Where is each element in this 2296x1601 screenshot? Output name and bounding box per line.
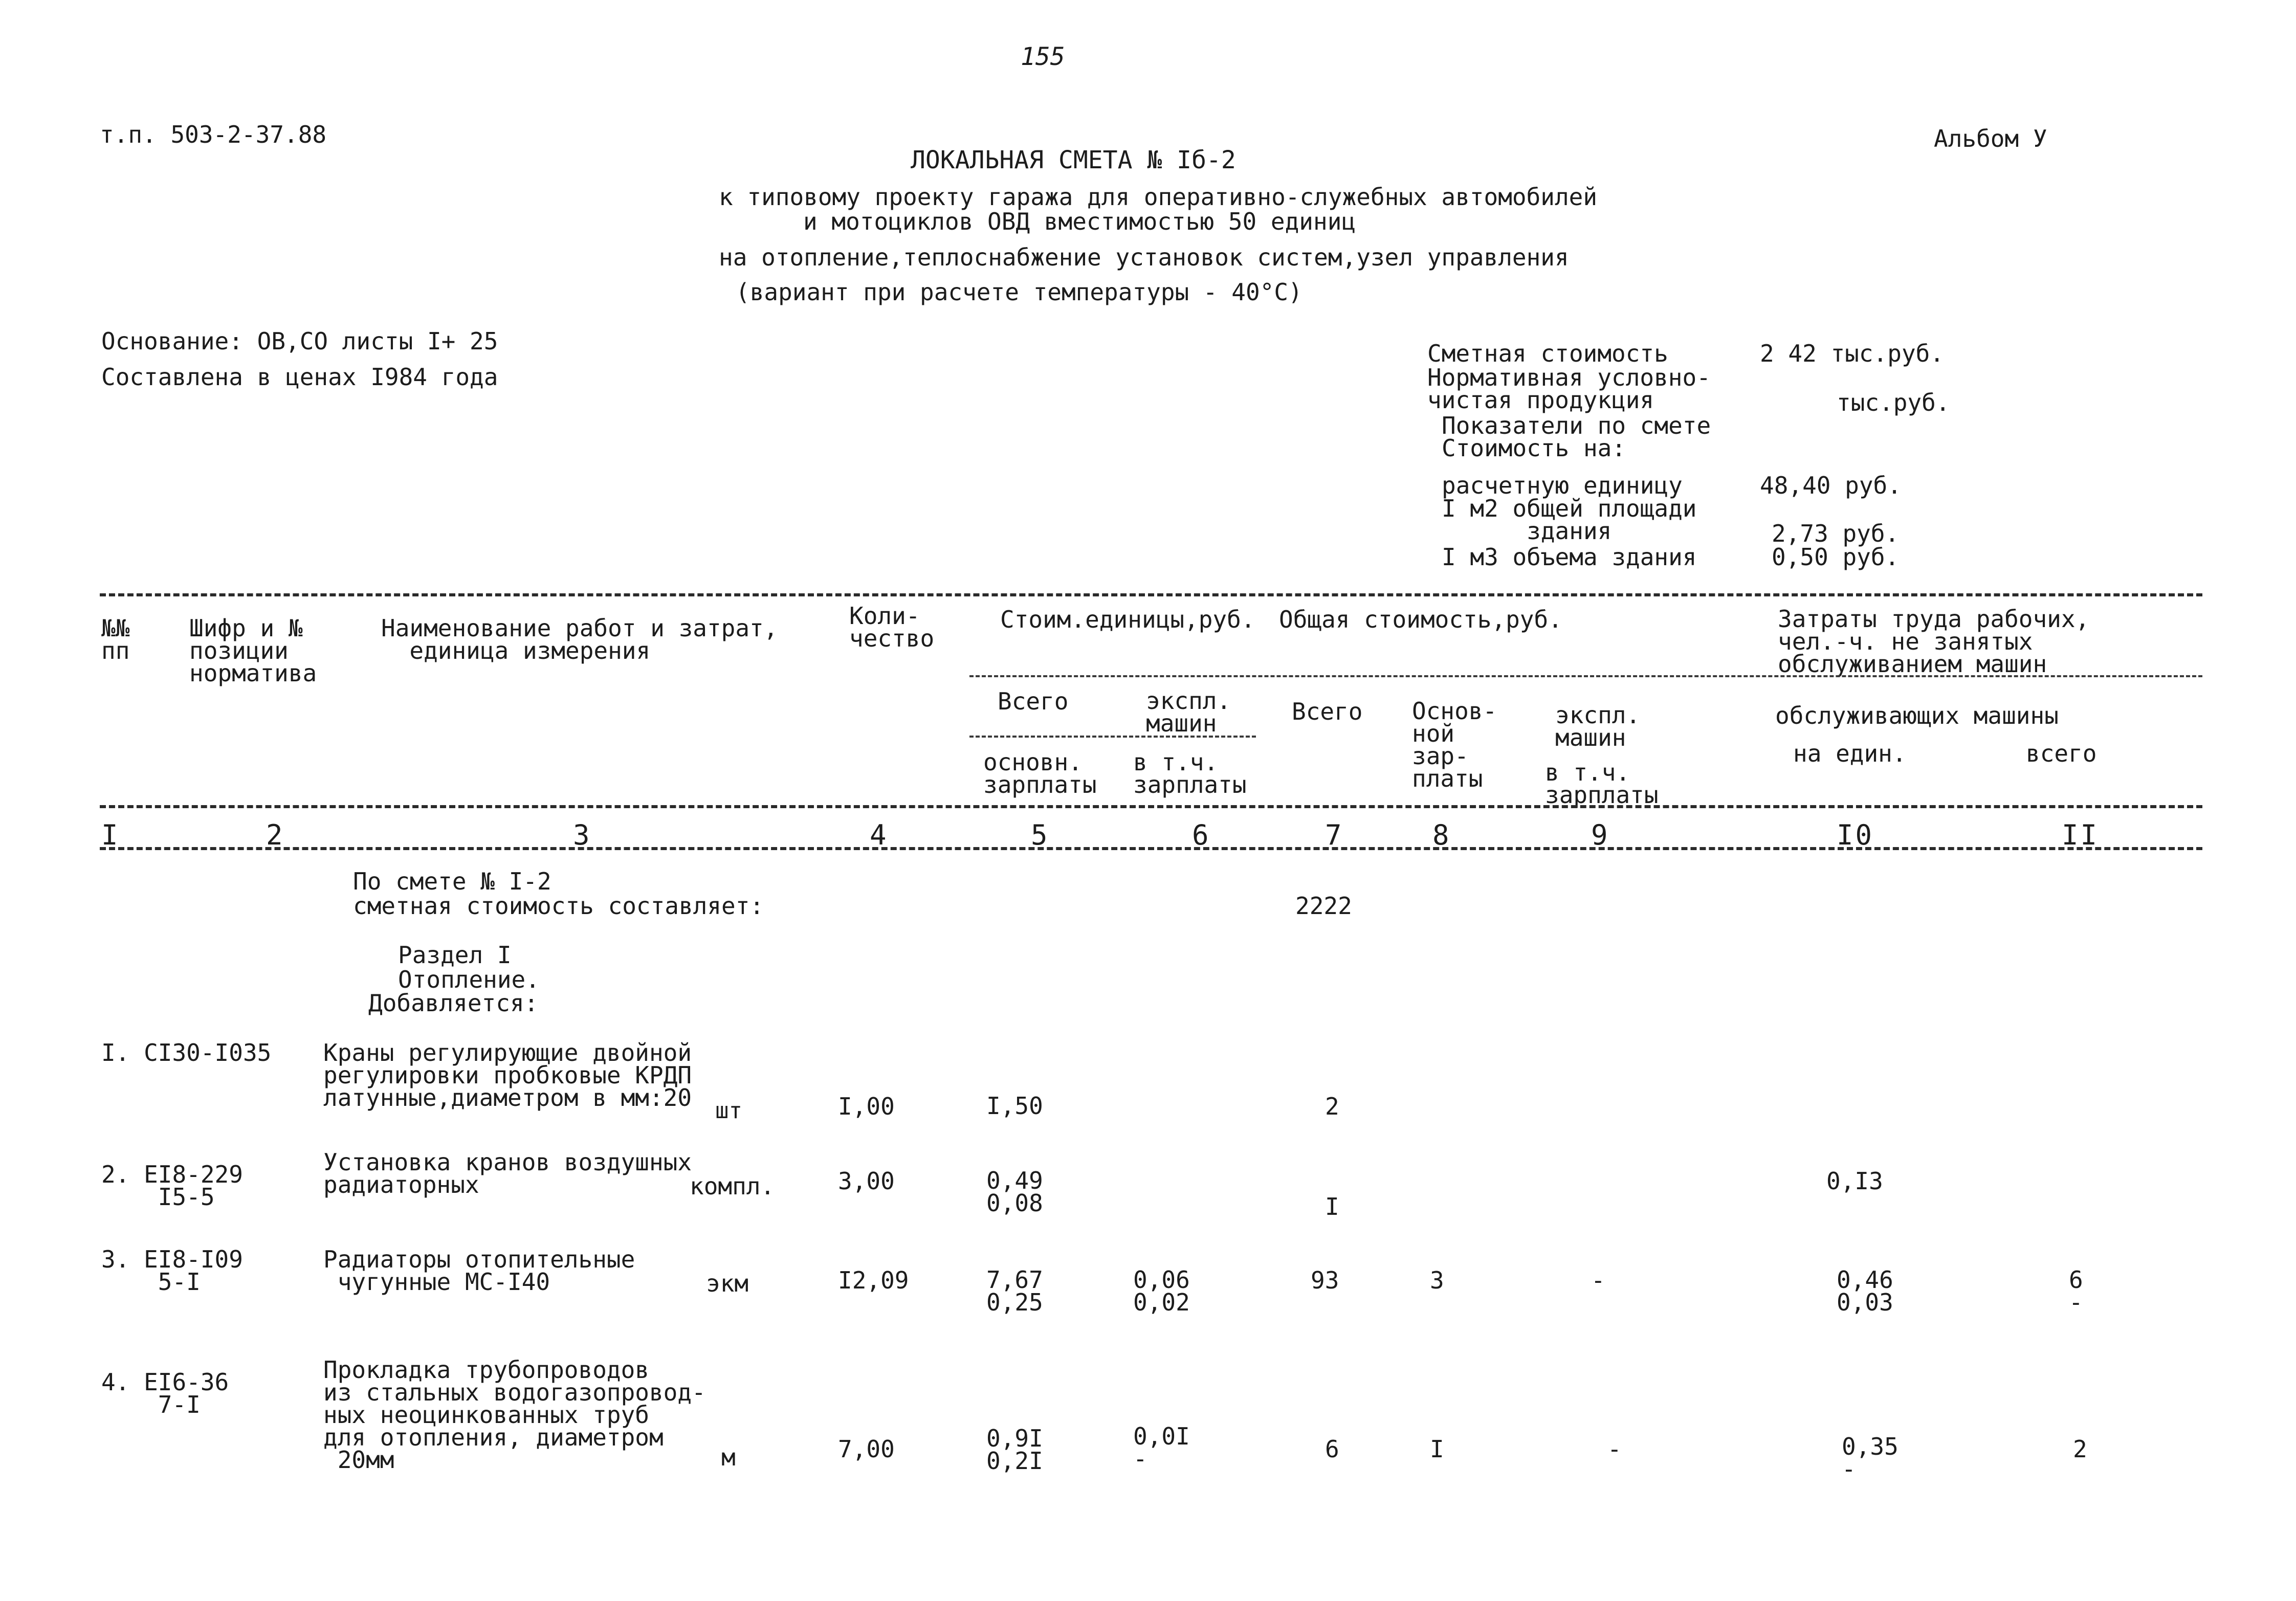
header-total-cost: Общая стоимость,руб. <box>1279 606 1562 633</box>
table-top-rule <box>100 593 2202 596</box>
section-action: Добавляется: <box>368 989 539 1017</box>
column-number-11: II <box>2062 819 2100 851</box>
per-unit-label: расчетную единицу <box>1442 472 1683 499</box>
per-volume-value: 0,50 руб. <box>1772 543 1900 571</box>
row-4-machine-total: - <box>1607 1435 1622 1463</box>
subheader-per-unit: на един. <box>1793 740 1907 767</box>
row-4-name: Прокладка трубопроводов из стальных водогазопровод- ных неоцинкованных труб для отопления, диаметром 20мм <box>323 1356 706 1474</box>
row-4-labor-total: 2 <box>2073 1435 2087 1463</box>
subheader-incl-wage-2: в т.ч. зарплаты <box>1545 759 1659 809</box>
subheader-total: Всего <box>998 687 1069 715</box>
column-number-9: 9 <box>1591 819 1610 851</box>
column-number-3: 3 <box>573 819 592 851</box>
prices-year: Составлена в ценах I984 года <box>101 363 498 391</box>
row-3-labor-total: 6 - <box>2069 1266 2083 1316</box>
previous-estimate-label: сметная стоимость составляет: <box>353 892 764 920</box>
row-3-basic-wage: 3 <box>1430 1266 1444 1294</box>
row-3-machine-total: - <box>1591 1266 1605 1294</box>
row-2-unit: компл. <box>690 1172 775 1200</box>
column-numbers-rule <box>100 847 2202 850</box>
normative-product-label: Нормативная условно- чистая продукция <box>1427 364 1711 414</box>
row-3-name: Радиаторы отопительные чугунные МС-I40 <box>323 1246 635 1296</box>
row-2-labor-per-unit: 0,I3 <box>1826 1167 1883 1195</box>
subtitle-line-4: (вариант при расчете температуры - 40°С) <box>736 278 1302 306</box>
basis-sheets: Основание: ОВ,СО листы I+ 25 <box>101 327 498 355</box>
row-4-quantity: 7,00 <box>838 1435 895 1463</box>
page-number: 155 <box>1021 42 1065 71</box>
header-work-name: Наименование работ и затрат, единица измерения <box>381 614 778 664</box>
row-1-code: I. CI30-I035 <box>101 1039 272 1066</box>
per-area-value: 2,73 руб. <box>1772 520 1900 547</box>
previous-estimate-value: 2222 <box>1295 892 1352 920</box>
row-1-total: 2 <box>1325 1093 1339 1120</box>
row-2-code: 2. EI8-229 I5-5 <box>101 1161 243 1211</box>
subheader-incl-wage: в т.ч. зарплаты <box>1133 748 1247 798</box>
subheader-base-wage: основн. зарплаты <box>983 748 1097 798</box>
header-quantity: Коли- чество <box>849 602 935 652</box>
subheader-all: всего <box>2026 740 2097 767</box>
subheader-serving-machines: обслуживающих машины <box>1775 702 2059 729</box>
document-title: ЛОКАЛЬНАЯ СМЕТА № Iб-2 <box>911 146 1236 174</box>
previous-estimate-ref: По смете № I-2 <box>353 868 551 895</box>
subheader-total-2: Всего <box>1292 698 1363 725</box>
per-unit-value: 48,40 руб. <box>1760 472 1902 499</box>
row-1-unit: шт <box>715 1098 742 1124</box>
subheader-machine-operation-2: экспл. машин <box>1555 701 1641 751</box>
row-4-basic-wage: I <box>1430 1435 1444 1463</box>
column-number-4: 4 <box>870 819 889 851</box>
header-rule-1 <box>969 675 2202 677</box>
header-unit-cost: Стоим.единицы,руб. <box>1000 606 1255 633</box>
per-volume-label: I м3 объема здания <box>1442 543 1697 571</box>
normative-product-value: тыс.руб. <box>1837 389 1950 416</box>
header-labor: Затраты труда рабочих, чел.-ч. не занятых обслуживанием машин <box>1778 605 2090 678</box>
row-1-name: Краны регулирующие двойной регулировки пробковые КРДП латунные,диаметром в мм:20 <box>323 1039 692 1111</box>
row-2-total: I <box>1325 1193 1339 1220</box>
subheader-machine-operation: экспл. машин <box>1146 687 1231 737</box>
row-3-machine-cost: 0,06 0,02 <box>1133 1266 1190 1316</box>
row-2-quantity: 3,00 <box>838 1167 895 1195</box>
row-3-quantity: I2,09 <box>838 1266 909 1294</box>
section-name: Отопление. <box>398 966 540 993</box>
row-2-name: Установка кранов воздушных радиаторных <box>323 1148 692 1198</box>
column-number-1: I <box>101 819 120 851</box>
row-2-unit-cost: 0,49 0,08 <box>986 1167 1043 1217</box>
subtitle-line-2: и мотоциклов ОВД вместимостью 50 единиц <box>803 208 1356 235</box>
row-4-code: 4. EI6-36 7-I <box>101 1368 229 1418</box>
subtitle-line-3: на отопление,теплоснабжение установок систем,узел управления <box>719 243 1569 271</box>
row-4-unit: м <box>721 1443 736 1471</box>
estimated-cost-label: Сметная стоимость <box>1427 340 1668 367</box>
row-3-unit: экм <box>706 1270 749 1297</box>
row-4-machine-cost: 0,0I - <box>1133 1422 1190 1473</box>
row-3-code: 3. EI8-I09 5-I <box>101 1246 243 1296</box>
per-area-label: I м2 общей площади здания <box>1442 495 1697 545</box>
row-4-total: 6 <box>1325 1435 1339 1463</box>
column-number-8: 8 <box>1432 819 1451 851</box>
project-code: т.п. 503-2-37.88 <box>100 121 327 148</box>
column-number-10: I0 <box>1837 819 1874 851</box>
row-4-unit-cost: 0,9I 0,2I <box>986 1425 1043 1475</box>
row-4-labor-per-unit: 0,35 - <box>1842 1433 1898 1483</box>
row-3-total: 93 <box>1311 1266 1339 1294</box>
column-number-7: 7 <box>1325 819 1344 851</box>
column-number-5: 5 <box>1031 819 1050 851</box>
estimated-cost-value: 2 42 тыс.руб. <box>1760 340 1945 367</box>
row-3-unit-cost: 7,67 0,25 <box>986 1266 1043 1316</box>
album-label: Альбом У <box>1934 125 2047 152</box>
section-title: Раздел I <box>398 941 512 969</box>
row-3-labor-per-unit: 0,46 0,03 <box>1837 1266 1893 1316</box>
header-bottom-rule <box>100 805 2202 808</box>
header-rule-2 <box>969 736 1256 738</box>
indicators-label: Показатели по смете Стоимость на: <box>1442 412 1711 462</box>
subtitle-line-1: к типовому проекту гаража для оперативно-служебных автомобилей <box>719 183 1598 211</box>
column-number-6: 6 <box>1192 819 1211 851</box>
row-1-unit-cost: I,50 <box>986 1092 1043 1120</box>
row-1-quantity: I,00 <box>838 1093 895 1120</box>
header-row-number: №№ пп <box>101 614 130 664</box>
subheader-basic-wage: Основ- ной зар- платы <box>1412 697 1497 792</box>
column-number-2: 2 <box>266 819 285 851</box>
header-code: Шифр и № позиции норматива <box>189 614 317 687</box>
